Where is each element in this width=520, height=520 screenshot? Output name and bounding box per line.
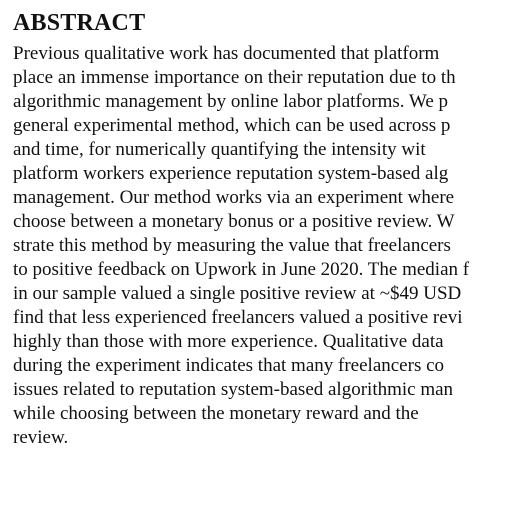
abstract-line: highly than those with more experience. Qualitative data [13, 331, 444, 352]
abstract-line: management. Our method works via an experiment where [13, 187, 455, 208]
abstract-line: strate this method by measuring the value that freelancers [13, 235, 451, 256]
abstract-body [13, 42, 520, 450]
abstract-line: review. [13, 427, 69, 448]
abstract-line: during the experiment indicates that many freelancers co [13, 355, 445, 376]
abstract-line: while choosing between the monetary reward and the [13, 403, 419, 424]
abstract-line: and time, for numerically quantifying the intensity wit [13, 139, 426, 160]
abstract-line: issues related to reputation system-based algorithmic man [13, 379, 454, 400]
abstract-line: platform workers experience reputation system-based alg [13, 163, 449, 184]
section-heading: ABSTRACT [13, 10, 146, 36]
abstract-line: to positive feedback on Upwork in June 2020. The median f [13, 259, 470, 280]
abstract-line: Previous qualitative work has documented that platform [13, 43, 440, 64]
abstract-line: place an immense importance on their reputation due to th [13, 67, 456, 88]
abstract-line: find that less experienced freelancers valued a positive revi [13, 307, 463, 328]
abstract-line: algorithmic management by online labor platforms. We p [13, 91, 449, 112]
abstract-line: choose between a monetary bonus or a positive review. W [13, 211, 455, 232]
abstract-section [13, 8, 520, 520]
abstract-line: general experimental method, which can be used across p [13, 115, 451, 136]
abstract-line: in our sample valued a single positive review at ~$49 USD [13, 283, 462, 304]
